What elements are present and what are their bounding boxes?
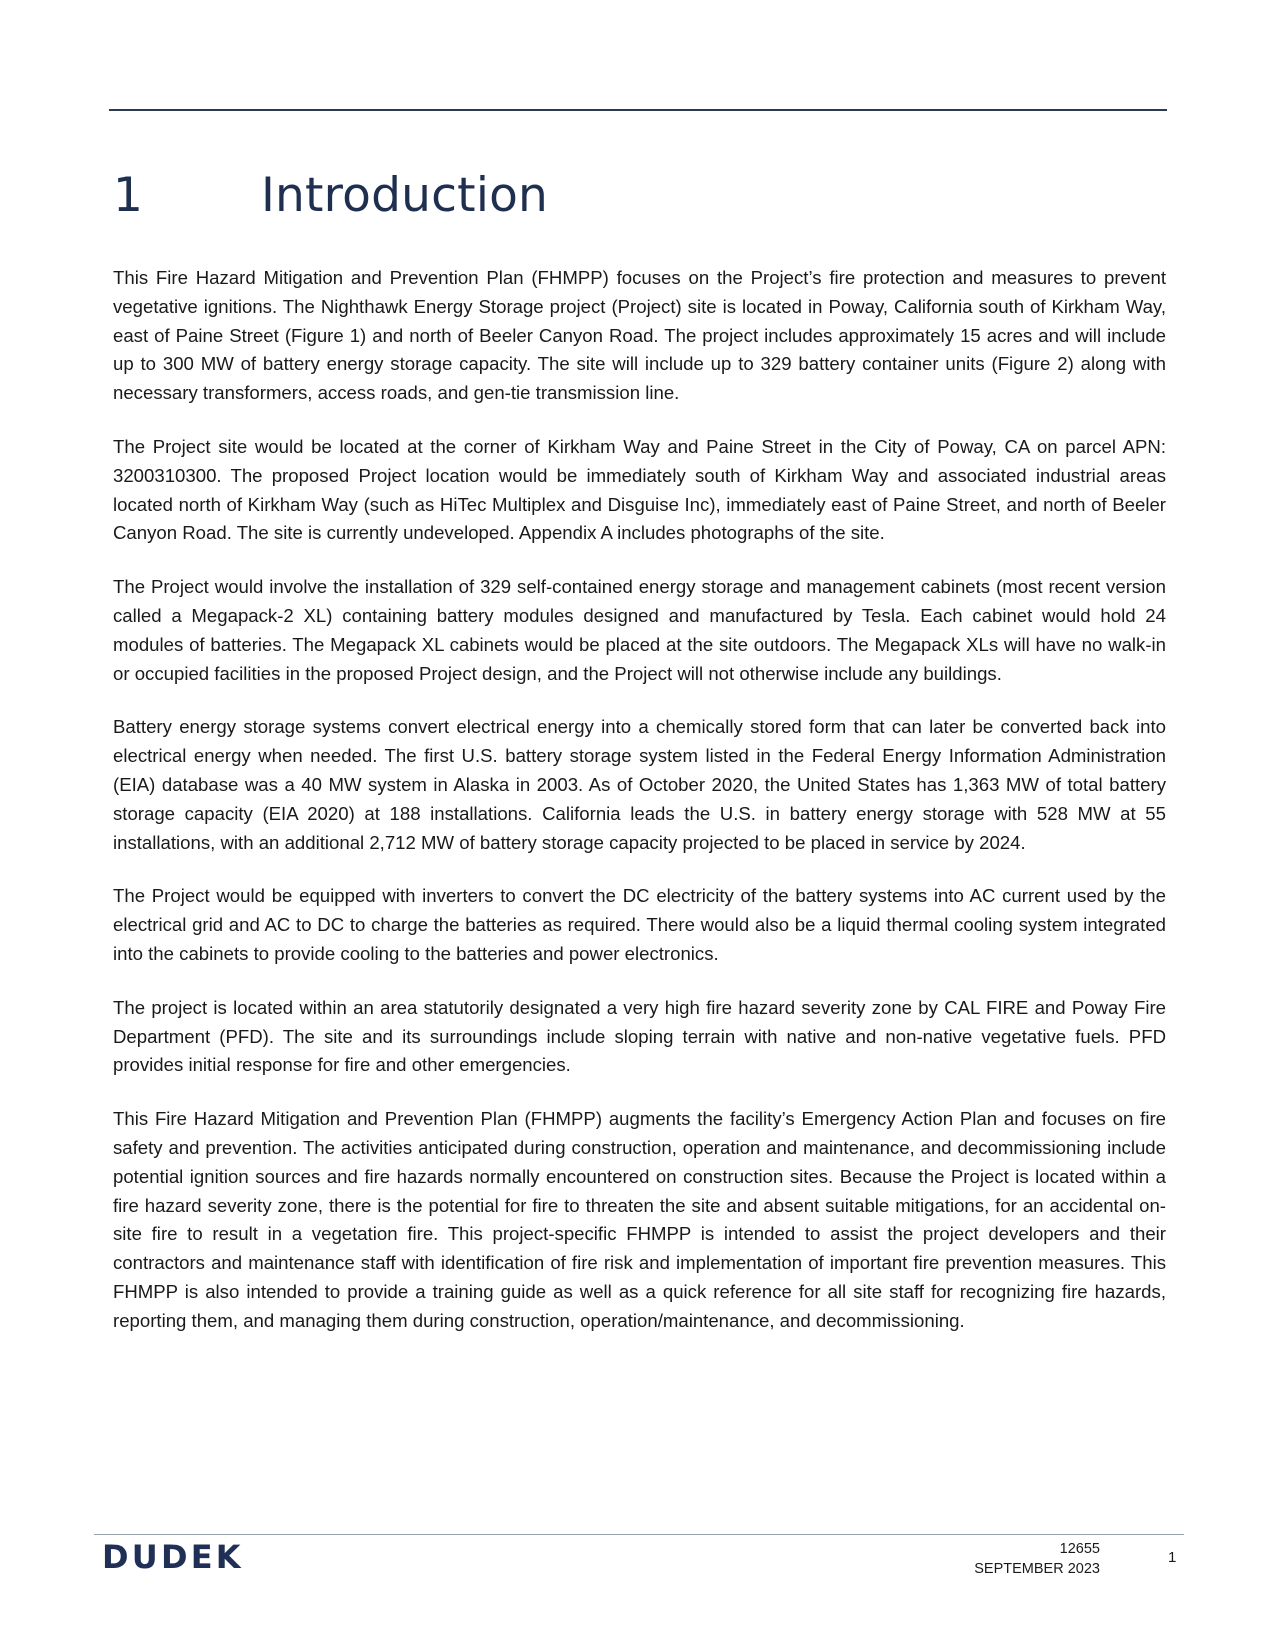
- section-title: Introduction: [261, 167, 549, 223]
- paragraph: The project is located within an area statutorily designated a very high fire hazard severity zone by CAL FIRE and Poway Fire Department (PFD). The site and its surroundings include sloping terrain with native and non-native vegetative fuels. PFD provides initial response for fire and other emergencies.: [113, 996, 1166, 1076]
- document-date: SEPTEMBER 2023: [974, 1561, 1100, 1577]
- body-text: [113, 264, 1166, 1361]
- paragraph: The Project would involve the installation of 329 self-contained energy storage and management cabinets (most recent version called a Megapack-2 XL) containing battery modules designed and manufactured by Tesla. Each cabinet would hold 24 modules of batteries. The Megapack XL cabinets would be placed at the site outdoors. The Megapack XLs will have no walk-in or occupied facilities in the proposed Project design, and the Project will not otherwise include any buildings.: [113, 576, 1166, 684]
- paragraph: The Project would be equipped with inverters to convert the DC electricity of the battery systems into AC current used by the electrical grid and AC to DC to charge the batteries as required. There would also be a liquid thermal cooling system integrated into the cabinets to provide cooling to the batteries and power electronics.: [113, 885, 1166, 964]
- header-rule: [109, 109, 1167, 111]
- paragraph: This Fire Hazard Mitigation and Prevention Plan (FHMPP) augments the facility’s Emergency Action Plan and focuses on fire safety and prevention. The activities anticipated during construction, operation and maintenance, and decommissioning include potential ignition sources and fire hazards normally encountered on construction sites. Because the Project is located within a fire hazard severity zone, there is the potential for fire to threaten the site and absent suitable mitigations, for an accidental on-site fire to result in a vegetation fire. This project-specific FHMPP is intended to assist the project developers and their contractors and maintenance staff with identification of fire risk and implementation of important fire prevention measures. This FHMPP is also intended to provide a training guide as well as a quick reference for all site staff for recognizing fire hazards, reporting them, and managing them during construction, operation/maintenance, and decommissioning.: [113, 1108, 1166, 1331]
- page-number: 1: [1168, 1549, 1177, 1566]
- footer-rule: [94, 1534, 1184, 1535]
- paragraph: The Project site would be located at the corner of Kirkham Way and Paine Street in the City of Poway, CA on parcel APN: 3200310300. The proposed Project location would be immediately south of Kirkham Way and associated industrial areas located north of Kirkham Way (such as HiTec Multiplex and Disguise Inc), immediately east of Paine Street, and north of Beeler Canyon Road. The site is currently undeveloped. Appendix A includes photographs of the site.: [113, 435, 1166, 544]
- paragraph: This Fire Hazard Mitigation and Prevention Plan (FHMPP) focuses on the Project’s fire protection and measures to prevent vegetative ignitions. The Nighthawk Energy Storage project (Project) site is located in Poway, California south of Kirkham Way, east of Paine Street (Figure 1) and north of Beeler Canyon Road. The project includes approximately 15 acres and will include up to 300 MW of battery energy storage capacity. The site will include up to 329 battery container units (Figure 2) along with necessary transformers, access roads, and gen-tie transmission line.: [113, 267, 1166, 404]
- dudek-logo: DUDEK: [102, 1538, 244, 1576]
- document-meta: [974, 1539, 1100, 1579]
- section-number: 1: [113, 167, 144, 223]
- project-number: 12655: [1059, 1541, 1100, 1557]
- section-heading: [113, 164, 548, 226]
- paragraph: Battery energy storage systems convert electrical energy into a chemically stored form that can later be converted back into electrical energy when needed. The first U.S. battery storage system listed in the Federal Energy Information Administration (EIA) database was a 40 MW system in Alaska in 2003. As of October 2020, the United States has 1,363 MW of total battery storage capacity (EIA 2020) at 188 installations. California leads the U.S. in battery energy storage with 528 MW at 55 installations, with an additional 2,712 MW of battery storage capacity projected to be placed in service by 2024.: [113, 716, 1166, 853]
